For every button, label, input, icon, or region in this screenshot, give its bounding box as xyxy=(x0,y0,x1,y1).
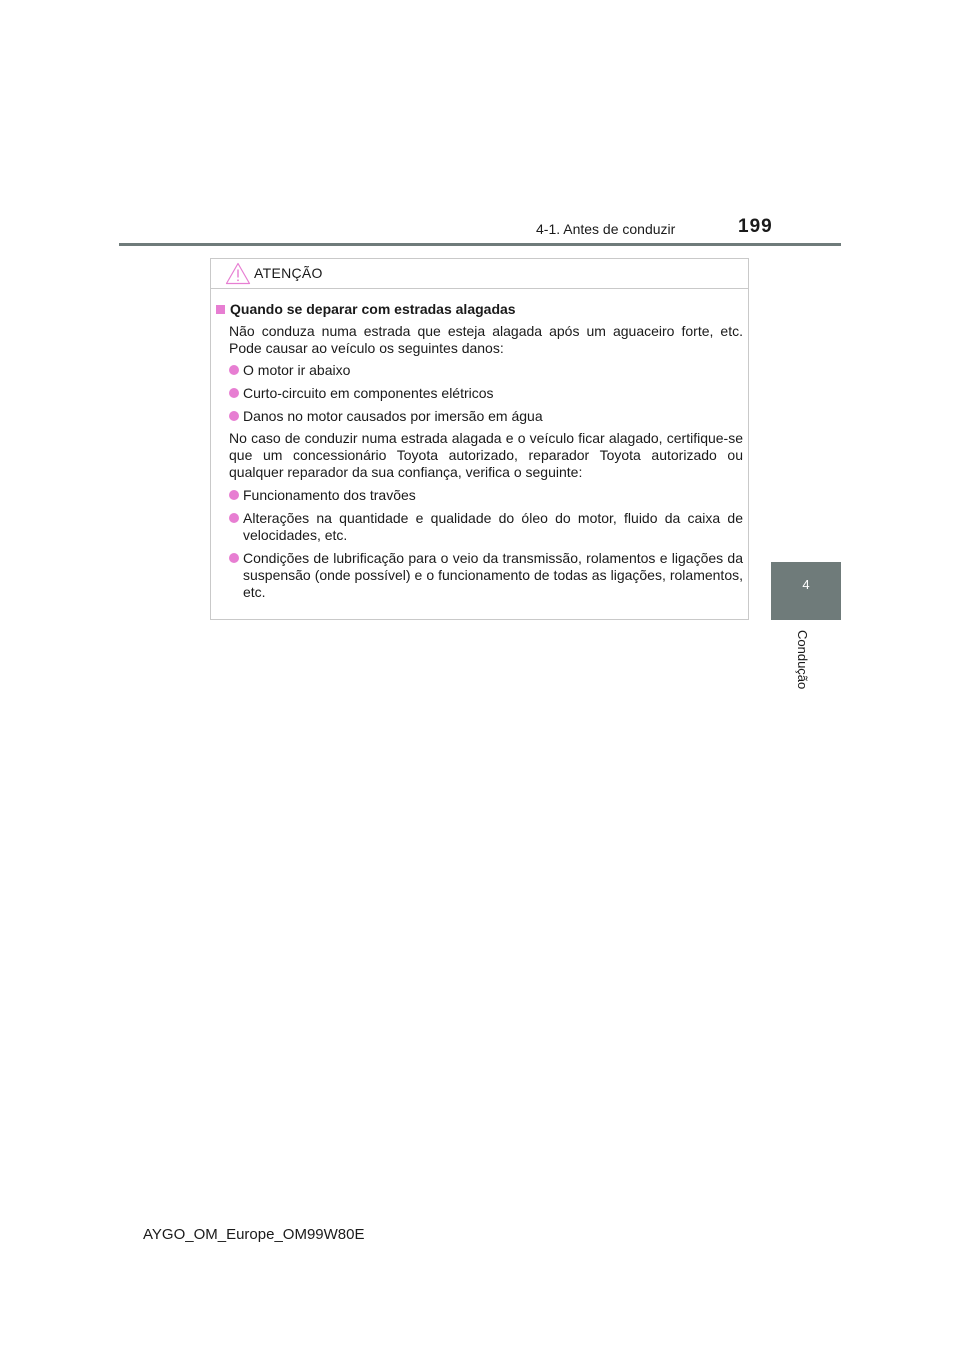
warning-body xyxy=(216,301,743,601)
section-title: 4-1. Antes de conduzir xyxy=(536,221,676,237)
bullet-dot-icon xyxy=(229,388,239,398)
chapter-tab xyxy=(771,562,841,620)
list-item xyxy=(216,487,743,504)
warning-header xyxy=(211,259,748,289)
chapter-number: 4 xyxy=(802,577,810,592)
bullet-dot-icon xyxy=(229,411,239,421)
warning-heading-text: Quando se deparar com estradas alagadas xyxy=(230,301,516,317)
list-item-text: Alterações na quantidade e qualidade do óleo do motor, fluido da caixa de velocidades, etc. xyxy=(243,510,743,543)
header-divider xyxy=(119,243,841,246)
list-item-text: Condições de lubrificação para o veio da transmissão, rolamentos e ligações da suspensão (onde possível) e o funcionamento de todas as ligações, rolamentos, etc. xyxy=(243,550,743,600)
check-intro: No caso de conduzir numa estrada alagada e o veículo ficar alagado, certifique-se que um concessionário Toyota autorizado, reparador Toyota autorizado ou qualquer reparador da sua confiança, verifica o seguinte: xyxy=(229,430,743,480)
list-item-text: O motor ir abaixo xyxy=(243,362,351,378)
warning-box xyxy=(210,258,749,620)
warning-triangle-icon xyxy=(225,262,251,285)
bullet-dot-icon xyxy=(229,365,239,375)
square-bullet-icon xyxy=(216,305,225,314)
list-item xyxy=(216,362,743,379)
chapter-label: Condução xyxy=(795,630,810,690)
warning-heading xyxy=(216,301,743,318)
list-item-text: Funcionamento dos travões xyxy=(243,487,416,503)
list-item xyxy=(216,550,743,601)
bullet-dot-icon xyxy=(229,490,239,500)
list-item xyxy=(216,408,743,425)
list-item-text: Danos no motor causados por imersão em água xyxy=(243,408,543,424)
bullet-dot-icon xyxy=(229,513,239,523)
document-id: AYGO_OM_Europe_OM99W80E xyxy=(143,1226,365,1243)
bullet-dot-icon xyxy=(229,553,239,563)
page-number: 199 xyxy=(738,216,773,237)
list-item xyxy=(216,510,743,544)
warning-intro: Não conduza numa estrada que esteja alagada após um aguaceiro forte, etc. Pode causar ao veículo os seguintes danos: xyxy=(229,323,743,356)
list-item-text: Curto-circuito em componentes elétricos xyxy=(243,385,494,401)
warning-title: ATENÇÃO xyxy=(254,265,323,281)
list-item xyxy=(216,385,743,402)
